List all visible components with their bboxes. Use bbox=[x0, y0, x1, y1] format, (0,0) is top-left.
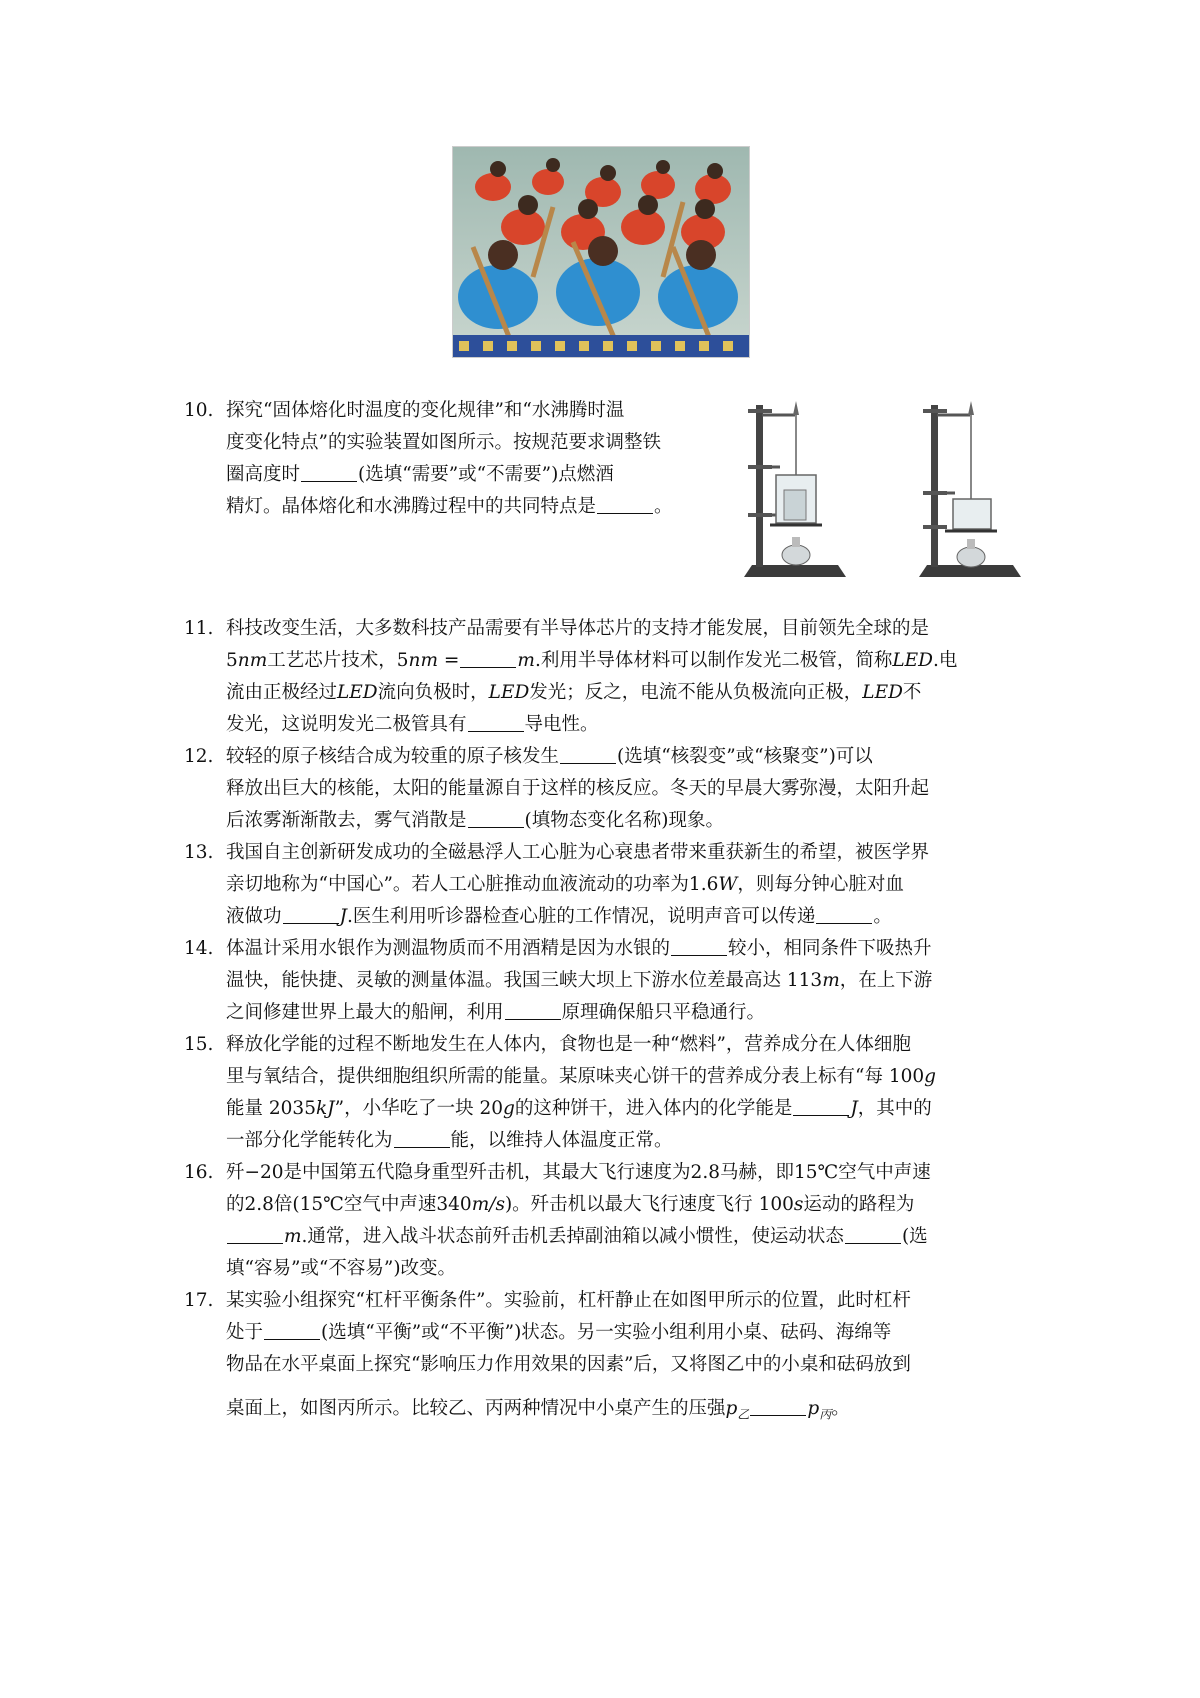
experiment-apparatus-figure bbox=[740, 395, 1090, 585]
q16-line-1: 歼−20是中国第五代隐身重型歼击机，其最大飞行速度为2.8马赫，即15℃空气中声速 bbox=[226, 1162, 931, 1183]
q16-line-3 bbox=[226, 1221, 931, 1253]
q16-text: )。歼击机以最大飞行速度飞行 100 bbox=[504, 1194, 794, 1215]
q15-text: 能，以维持人体温度正常。 bbox=[450, 1130, 673, 1151]
q11-line-3 bbox=[226, 677, 957, 709]
answer-blank[interactable] bbox=[671, 937, 727, 956]
q10-line-2: 度变化特点”的实验装置如图所示。按规范要求调整铁 bbox=[226, 432, 661, 453]
q17-text: 。 bbox=[831, 1398, 850, 1419]
question-number: 12. bbox=[184, 746, 214, 767]
q10-text: 。 bbox=[654, 496, 673, 517]
question-number: 15. bbox=[184, 1034, 214, 1055]
q10-text: (选填“需要”或“不需要”)点燃酒 bbox=[358, 464, 614, 485]
term-led: LED bbox=[862, 682, 903, 703]
q17-text: 处于 bbox=[226, 1322, 264, 1343]
question-11 bbox=[184, 613, 957, 741]
subscript-yi: 乙 bbox=[737, 1407, 750, 1422]
question-12 bbox=[184, 741, 929, 837]
q15-text: ，其中的 bbox=[857, 1098, 932, 1119]
q12-text: 较轻的原子核结合成为较重的原子核发生 bbox=[226, 746, 560, 767]
unit-g: g bbox=[924, 1066, 936, 1087]
term-led: LED bbox=[488, 682, 530, 703]
dragon-boat-image bbox=[453, 147, 749, 357]
question-13 bbox=[184, 837, 929, 933]
q14-text: 原理确保船只平稳通行。 bbox=[561, 1002, 766, 1023]
question-number: 16. bbox=[184, 1162, 214, 1183]
q13-text: .医生利用听诊器检查心脏的工作情况，说明声音可以传递 bbox=[346, 906, 816, 927]
q11-text: 发光；反之，电流不能从负极流向正极， bbox=[529, 682, 863, 703]
q14-text: 温快，能快捷、灵敏的测量体温。我国三峡大坝上下游水位差最高达 113 bbox=[226, 970, 823, 991]
q13-text: 。 bbox=[873, 906, 892, 927]
answer-blank[interactable] bbox=[845, 1225, 901, 1244]
q12-text: (选填“核裂变”或“核聚变”)可以 bbox=[617, 746, 873, 767]
q16-text: (选 bbox=[901, 1226, 928, 1247]
unit-s: s bbox=[793, 1194, 804, 1215]
q12-line-1 bbox=[226, 741, 929, 773]
q11-text: .利用半导体材料可以制作发光二极管，简称 bbox=[534, 650, 893, 671]
answer-blank[interactable] bbox=[301, 463, 357, 482]
q13-text: 亲切地称为“中国心”。若人工心脏推动血液流动的功率为1.6 bbox=[226, 874, 719, 895]
question-16 bbox=[184, 1157, 931, 1285]
unit-nm: nm bbox=[237, 650, 268, 671]
unit-kj: kJ bbox=[315, 1098, 335, 1119]
q16-line-2 bbox=[226, 1189, 931, 1221]
question-number: 14. bbox=[184, 938, 214, 959]
q16-text: .通常，进入战斗状态前歼击机丢掉副油箱以减小惯性，使运动状态 bbox=[301, 1226, 844, 1247]
question-number: 17. bbox=[184, 1290, 214, 1311]
answer-blank[interactable] bbox=[560, 745, 616, 764]
q11-text: .电 bbox=[932, 650, 958, 671]
q14-text: 较小，相同条件下吸热升 bbox=[728, 938, 932, 959]
q14-line-1 bbox=[226, 933, 932, 965]
unit-m: m bbox=[822, 970, 840, 991]
q13-text: ，则每分钟心脏对血 bbox=[737, 874, 904, 895]
question-number: 13. bbox=[184, 842, 214, 863]
equals-sign: = bbox=[443, 650, 460, 671]
q17-line-4 bbox=[226, 1393, 911, 1431]
dragon-boat-photo bbox=[452, 146, 750, 358]
answer-blank[interactable] bbox=[505, 1001, 561, 1020]
unit-w: W bbox=[718, 874, 738, 895]
q12-text: 后浓雾渐渐散去，雾气消散是 bbox=[226, 810, 467, 831]
answer-blank[interactable] bbox=[283, 905, 339, 924]
answer-blank[interactable] bbox=[468, 713, 524, 732]
q11-line-1: 科技改变生活，大多数科技产品需要有半导体芯片的支持才能发展，目前领先全球的是 bbox=[226, 618, 930, 639]
q16-text: 的2.8倍(15℃空气中声速340 bbox=[226, 1194, 472, 1215]
q12-text: (填物态变化名称)现象。 bbox=[524, 810, 724, 831]
question-15 bbox=[184, 1029, 936, 1157]
q11-text: 发光，这说明发光二极管具有 bbox=[226, 714, 467, 735]
unit-m: m bbox=[517, 650, 535, 671]
q14-text: 体温计采用水银作为测温物质而不用酒精是因为水银的 bbox=[226, 938, 671, 959]
q13-line-3 bbox=[226, 901, 929, 933]
q12-line-2: 释放出巨大的核能，太阳的能量源自于这样的核反应。冬天的早晨大雾弥漫，太阳升起 bbox=[226, 778, 930, 799]
q10-text: 精灯。晶体熔化和水沸腾过程中的共同特点是 bbox=[226, 496, 597, 517]
q11-text: 不 bbox=[902, 682, 922, 703]
q11-text: 流向负极时， bbox=[377, 682, 489, 703]
q17-line-3: 物品在水平桌面上探究“影响压力作用效果的因素”后，又将图乙中的小桌和砝码放到 bbox=[226, 1354, 911, 1375]
term-led: LED bbox=[337, 682, 378, 703]
q15-line-3 bbox=[226, 1093, 936, 1125]
q14-line-2 bbox=[226, 965, 932, 997]
q15-line-4 bbox=[226, 1125, 936, 1157]
unit-g: g bbox=[503, 1098, 515, 1119]
question-number: 11. bbox=[184, 618, 214, 639]
q17-text: (选填“平衡”或“不平衡”)状态。另一实验小组利用小桌、砝码、海绵等 bbox=[321, 1322, 892, 1343]
answer-blank[interactable] bbox=[227, 1225, 283, 1244]
q11-line-4 bbox=[226, 709, 957, 741]
q16-text: 运动的路程为 bbox=[803, 1194, 915, 1215]
q17-line-2 bbox=[226, 1317, 911, 1349]
q12-line-3 bbox=[226, 805, 929, 837]
q11-text: 工艺芯片技术，5 bbox=[267, 650, 409, 671]
unit-ms: m/s bbox=[471, 1194, 505, 1215]
answer-blank[interactable] bbox=[750, 1397, 806, 1416]
answer-blank[interactable] bbox=[793, 1097, 849, 1116]
answer-blank[interactable] bbox=[394, 1129, 450, 1148]
q15-line-1: 释放化学能的过程不断地发生在人体内，食物也是一种“燃料”，营养成分在人体细胞 bbox=[226, 1034, 911, 1055]
unit-j: J bbox=[339, 906, 347, 927]
q15-text: 里与氧结合，提供细胞组织所需的能量。某原味夹心饼干的营养成分表上标有“每 100 bbox=[226, 1066, 925, 1087]
q13-line-2 bbox=[226, 869, 929, 901]
q17-text: 桌面上，如图丙所示。比较乙、丙两种情况中小桌产生的压强 bbox=[226, 1398, 726, 1419]
q13-text: 液做功 bbox=[226, 906, 282, 927]
term-led: LED bbox=[892, 650, 933, 671]
q10-text: 圈高度时 bbox=[226, 464, 301, 485]
q15-text: ”，小华吃了一块 20 bbox=[334, 1098, 503, 1119]
q15-text: 的这种饼干，进入体内的化学能是 bbox=[514, 1098, 793, 1119]
question-17 bbox=[184, 1285, 911, 1431]
q11-text: 5 bbox=[226, 650, 238, 671]
q11-text: 流由正极经过 bbox=[226, 682, 338, 703]
answer-blank[interactable] bbox=[460, 649, 516, 668]
answer-blank[interactable] bbox=[264, 1321, 320, 1340]
question-number: 10. bbox=[184, 400, 214, 421]
q15-text: 能量 2035 bbox=[226, 1098, 316, 1119]
unit-m: m bbox=[284, 1226, 302, 1247]
unit-nm: nm bbox=[408, 650, 438, 671]
answer-blank[interactable] bbox=[816, 905, 872, 924]
q14-text: 之间修建世界上最大的船闸，利用 bbox=[226, 1002, 504, 1023]
q15-text: 一部分化学能转化为 bbox=[226, 1130, 393, 1151]
apparatus-image bbox=[740, 395, 1090, 585]
q13-line-1: 我国自主创新研发成功的全磁悬浮人工心脏为心衰患者带来重获新生的希望，被医学界 bbox=[226, 842, 930, 863]
q10-line-4 bbox=[226, 491, 673, 523]
q16-line-4: 填“容易”或“不容易”)改变。 bbox=[226, 1258, 457, 1279]
q10-line-1: 探究“固体熔化时温度的变化规律”和“水沸腾时温 bbox=[226, 400, 625, 421]
q10-line-3 bbox=[226, 459, 673, 491]
question-10 bbox=[184, 395, 673, 523]
symbol-p: p bbox=[725, 1398, 738, 1419]
question-14 bbox=[184, 933, 932, 1029]
answer-blank[interactable] bbox=[597, 495, 653, 514]
subscript-bing: 丙 bbox=[819, 1407, 832, 1422]
symbol-p: p bbox=[807, 1398, 820, 1419]
q11-text: 导电性。 bbox=[524, 714, 599, 735]
unit-j: J bbox=[850, 1098, 858, 1119]
q14-text: ，在上下游 bbox=[839, 970, 933, 991]
answer-blank[interactable] bbox=[468, 809, 524, 828]
q17-line-1: 某实验小组探究“杠杆平衡条件”。实验前，杠杆静止在如图甲所示的位置，此时杠杆 bbox=[226, 1290, 911, 1311]
q11-line-2 bbox=[226, 645, 957, 677]
q14-line-3 bbox=[226, 997, 932, 1029]
q15-line-2 bbox=[226, 1061, 936, 1093]
